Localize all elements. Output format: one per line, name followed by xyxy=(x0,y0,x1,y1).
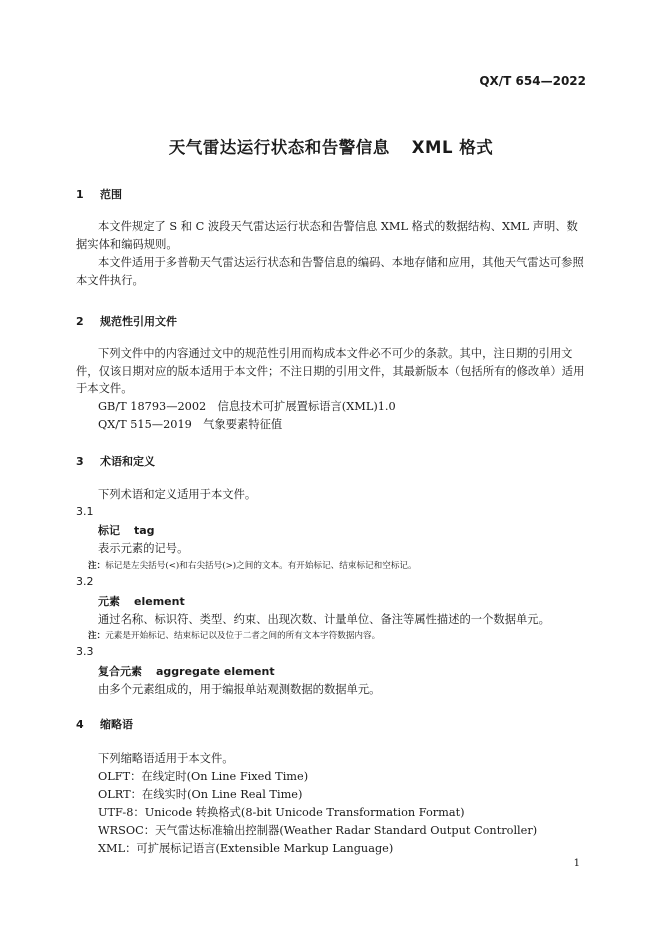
title-main: 天气雷达运行状态和告警信息 xyxy=(168,138,390,157)
section-1-heading xyxy=(76,186,122,202)
term-zh: 复合元素 xyxy=(98,665,142,678)
abbreviation-item: WRSOC：天气雷达标准输出控制器(Weather Radar Standard Output Controller) xyxy=(98,824,538,837)
term-number: 3.3 xyxy=(76,645,94,658)
terms-intro: 下列术语和定义适用于本文件。 xyxy=(98,488,257,501)
note-text: 元素是开始标记、结束标记以及位于二者之间的所有文本字符数据内容。 xyxy=(105,631,381,641)
abbreviation-item: XML：可扩展标记语言(Extensible Markup Language) xyxy=(98,842,394,855)
reference-item: QX/T 515—2019 气象要素特征值 xyxy=(98,418,283,431)
section-number: 1 xyxy=(76,188,84,201)
scope-paragraph-1: 本文件规定了 S 和 C 波段天气雷达运行状态和告警信息 XML 格式的数据结构、XML 声明、数据实体和编码规则。 xyxy=(76,220,578,251)
standard-code: QX/T 654—2022 xyxy=(479,74,586,88)
section-3-heading xyxy=(76,453,155,469)
term-en: aggregate element xyxy=(156,665,275,678)
section-title: 术语和定义 xyxy=(100,455,155,468)
scope-paragraph-2: 本文件适用于多普勒天气雷达运行状态和告警信息的编码、本地存储和应用，其他天气雷达可参照本文件执行。 xyxy=(76,256,584,287)
term-heading xyxy=(98,522,155,538)
term-en: element xyxy=(134,595,185,608)
section-4-heading xyxy=(76,716,133,732)
section-number: 2 xyxy=(76,315,84,328)
term-heading xyxy=(98,593,185,609)
section-2-heading xyxy=(76,313,177,329)
title-suffix: XML 格式 xyxy=(411,138,494,157)
term-en: tag xyxy=(134,524,155,537)
term-zh: 元素 xyxy=(98,595,120,608)
document-title xyxy=(0,134,662,158)
reference-item: GB/T 18793—2002 信息技术可扩展置标语言(XML)1.0 xyxy=(98,400,396,413)
section-number: 4 xyxy=(76,718,84,731)
note-text: 标记是左尖括号(<)和右尖括号(>)之间的文本。有开始标记、结束标记和空标记。 xyxy=(105,561,417,571)
abbreviations-intro: 下列缩略语适用于本文件。 xyxy=(98,752,234,765)
term-note xyxy=(88,559,417,571)
abbreviation-item: UTF-8：Unicode 转换格式(8-bit Unicode Transformation Format) xyxy=(98,806,465,819)
term-number: 3.2 xyxy=(76,575,94,588)
note-lead: 注： xyxy=(88,561,106,571)
note-lead: 注： xyxy=(88,631,106,641)
section-title: 缩略语 xyxy=(100,718,133,731)
section-title: 范围 xyxy=(100,188,122,201)
term-number: 3.1 xyxy=(76,505,94,518)
term-note xyxy=(88,629,380,641)
term-definition: 由多个元素组成的，用于编报单站观测数据的数据单元。 xyxy=(98,683,381,696)
abbreviation-item: OLRT：在线实时(On Line Real Time) xyxy=(98,788,303,801)
section-title: 规范性引用文件 xyxy=(100,315,177,328)
abbreviation-item: OLFT：在线定时(On Line Fixed Time) xyxy=(98,770,309,783)
page-number: 1 xyxy=(573,858,580,869)
term-definition: 通过名称、标识符、类型、约束、出现次数、计量单位、备注等属性描述的一个数据单元。 xyxy=(98,613,550,626)
term-zh: 标记 xyxy=(98,524,120,537)
term-heading xyxy=(98,663,275,679)
section-number: 3 xyxy=(76,455,84,468)
normative-refs-paragraph: 下列文件中的内容通过文中的规范性引用而构成本文件必不可少的条款。其中，注日期的引用文件，仅该日期对应的版本适用于本文件；不注日期的引用文件，其最新版本（包括所有的修改单）适用于本文件。 xyxy=(76,347,585,395)
term-definition: 表示元素的记号。 xyxy=(98,542,189,555)
